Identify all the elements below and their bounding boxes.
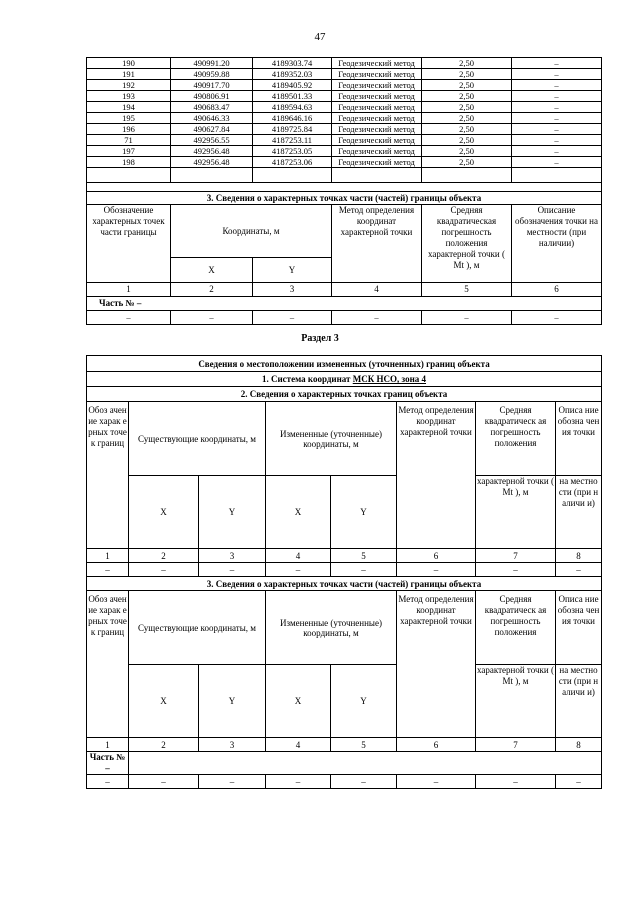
table-cell: 4189501.33 xyxy=(253,91,332,102)
header-y: Y xyxy=(253,258,332,283)
table-cell: 4189303.74 xyxy=(253,58,332,69)
table-cell: 2,50 xyxy=(422,102,512,113)
block-title: Сведения о местоположении измененных (уточненных) границ объекта xyxy=(87,356,602,372)
table-cell: 193 xyxy=(87,91,171,102)
system-row xyxy=(87,372,602,387)
header-y: Y xyxy=(331,665,397,738)
col-number: 2 xyxy=(129,549,199,563)
part-label: Часть № – xyxy=(87,297,602,311)
table-cell: 195 xyxy=(87,113,171,124)
table-cell: 490959.88 xyxy=(171,69,253,80)
table-cell: Геодезический метод xyxy=(332,124,422,135)
header-designation: Обоз ачение харак ерных точек границ xyxy=(87,591,129,738)
dash-cell: – xyxy=(512,311,602,325)
table-cell: 4189352.03 xyxy=(253,69,332,80)
coordinates-continuation-table xyxy=(86,57,602,325)
table-cell: 2,50 xyxy=(422,135,512,146)
table-cell: 490646.33 xyxy=(171,113,253,124)
blank-row xyxy=(87,183,602,192)
header-x: X xyxy=(171,258,253,283)
col-number: 2 xyxy=(129,738,199,752)
dash-cell: – xyxy=(87,311,171,325)
section3-part-row xyxy=(87,297,602,311)
table-cell: 4189405.92 xyxy=(253,80,332,91)
sec3-xy-row xyxy=(87,665,602,738)
table-cell: 4187253.05 xyxy=(253,146,332,157)
table-cell: 2,50 xyxy=(422,80,512,91)
table-cell: 4187253.06 xyxy=(253,157,332,168)
header-accuracy-top: Средняя квадратическ ая погрешность положения xyxy=(476,591,556,665)
section3-number-row xyxy=(87,283,602,297)
col-number: 6 xyxy=(397,549,476,563)
coordinate-system xyxy=(87,372,602,387)
table-cell: 198 xyxy=(87,157,171,168)
table-cell: – xyxy=(512,80,602,91)
header-description-bottom: на местно сти (при наличи и) xyxy=(556,476,602,549)
table-cell: 2,50 xyxy=(422,157,512,168)
table-cell: – xyxy=(512,146,602,157)
dash-cell: – xyxy=(331,775,397,789)
header-method: Метод определения координат характерной точки xyxy=(332,205,422,283)
header-coordinates: Координаты, м xyxy=(171,205,332,258)
header-existing: Существующие координаты, м xyxy=(129,591,266,665)
col-number: 2 xyxy=(171,283,253,297)
part-label: Часть № – xyxy=(87,752,129,775)
table-cell: 194 xyxy=(87,102,171,113)
table-cell: 2,50 xyxy=(422,91,512,102)
sec2-title-row xyxy=(87,387,602,402)
table-cell: Геодезический метод xyxy=(332,157,422,168)
dash-cell: – xyxy=(556,563,602,577)
table-cell: 490683.47 xyxy=(171,102,253,113)
header-accuracy-bottom: характерной точки ( Mt ), м xyxy=(476,665,556,738)
col-number: 7 xyxy=(476,549,556,563)
table-row xyxy=(87,157,602,168)
sec2-dash-row xyxy=(87,563,602,577)
col-number: 6 xyxy=(512,283,602,297)
header-existing: Существующие координаты, м xyxy=(129,402,266,476)
dash-cell: – xyxy=(397,775,476,789)
col-number: 8 xyxy=(556,549,602,563)
dash-cell: – xyxy=(129,775,199,789)
blank-row xyxy=(87,168,602,183)
header-y: Y xyxy=(199,476,266,549)
dash-cell: – xyxy=(266,775,331,789)
table-cell: 490627.84 xyxy=(171,124,253,135)
table-cell: – xyxy=(512,102,602,113)
table-row xyxy=(87,102,602,113)
table-row xyxy=(87,80,602,91)
dash-cell: – xyxy=(87,563,129,577)
col-number: 5 xyxy=(331,738,397,752)
section3-header-row xyxy=(87,205,602,258)
header-y: Y xyxy=(331,476,397,549)
dash-cell: – xyxy=(476,775,556,789)
header-accuracy: Средняя квадратическая погрешность положения характерной точки ( Mt ), м xyxy=(422,205,512,283)
table-cell: 4189594.63 xyxy=(253,102,332,113)
header-method: Метод определения координат характерной точки xyxy=(397,402,476,549)
table-cell: Геодезический метод xyxy=(332,91,422,102)
table-row xyxy=(87,135,602,146)
dash-cell: – xyxy=(397,563,476,577)
dash-cell: – xyxy=(171,311,253,325)
header-x: X xyxy=(266,476,331,549)
table-cell: Геодезический метод xyxy=(332,69,422,80)
dash-cell: – xyxy=(331,563,397,577)
header-description-top: Описа ние обозна чения точки xyxy=(556,402,602,476)
header-accuracy-bottom: характерной точки ( Mt ), м xyxy=(476,476,556,549)
table-cell: Геодезический метод xyxy=(332,135,422,146)
sec3-title-row xyxy=(87,577,602,591)
table-cell: – xyxy=(512,157,602,168)
sec3-dash-row xyxy=(87,775,602,789)
table-cell: 490806.91 xyxy=(171,91,253,102)
table-cell: 4189725.84 xyxy=(253,124,332,135)
col-number: 4 xyxy=(266,549,331,563)
col-number: 1 xyxy=(87,283,171,297)
header-method: Метод определения координат характерной точки xyxy=(397,591,476,738)
table-cell: Геодезический метод xyxy=(332,146,422,157)
col-number: 6 xyxy=(397,738,476,752)
sec3-part-row xyxy=(87,752,602,775)
block-title-row xyxy=(87,356,602,372)
table-cell: 192 xyxy=(87,80,171,91)
col-number: 5 xyxy=(331,549,397,563)
sec3-number-row xyxy=(87,738,602,752)
table-cell: 196 xyxy=(87,124,171,135)
dash-cell: – xyxy=(556,775,602,789)
table-row xyxy=(87,113,602,124)
table-cell: 4187253.11 xyxy=(253,135,332,146)
col-number: 8 xyxy=(556,738,602,752)
header-designation: Обоз ачение харак ерных точек границ xyxy=(87,402,129,549)
header-description: Описание обозначения точки на местности (при наличии) xyxy=(512,205,602,283)
dash-cell: – xyxy=(129,563,199,577)
table-cell: 2,50 xyxy=(422,146,512,157)
table-cell: Геодезический метод xyxy=(332,113,422,124)
header-description-top: Описа ние обозна чения точки xyxy=(556,591,602,665)
sec2-header-row xyxy=(87,402,602,476)
table-cell: – xyxy=(512,69,602,80)
dash-cell: – xyxy=(476,563,556,577)
col-number: 3 xyxy=(199,738,266,752)
table-cell: – xyxy=(512,124,602,135)
table-cell: 71 xyxy=(87,135,171,146)
col-number: 4 xyxy=(266,738,331,752)
header-y: Y xyxy=(199,665,266,738)
header-x: X xyxy=(129,665,199,738)
col-number: 1 xyxy=(87,549,129,563)
header-designation: Обозначение характерных точек части границы xyxy=(87,205,171,283)
table-cell: 2,50 xyxy=(422,69,512,80)
table-cell: 492956.55 xyxy=(171,135,253,146)
table-row xyxy=(87,58,602,69)
section3-title: 3. Сведения о характерных точках части (частей) границы объекта xyxy=(87,192,602,205)
table-cell: 190 xyxy=(87,58,171,69)
sec2-xy-row xyxy=(87,476,602,549)
section-heading: Раздел 3 xyxy=(301,333,339,344)
section3-title-row xyxy=(87,192,602,205)
header-accuracy-top: Средняя квадратическ ая погрешность положения xyxy=(476,402,556,476)
table-cell: – xyxy=(512,91,602,102)
header-x: X xyxy=(129,476,199,549)
sec3-header-row xyxy=(87,591,602,665)
coordinate-system-prefix: 1. Система координат xyxy=(262,374,353,384)
header-description-bottom: на местно сти (при наличи и) xyxy=(556,665,602,738)
sec3-title: 3. Сведения о характерных точках части (частей) границы объекта xyxy=(87,577,602,591)
table-cell: Геодезический метод xyxy=(332,58,422,69)
table-cell: – xyxy=(512,58,602,69)
table-cell: 492956.48 xyxy=(171,157,253,168)
page-number: 47 xyxy=(314,31,326,43)
table-cell: 2,50 xyxy=(422,58,512,69)
dash-cell: – xyxy=(199,775,266,789)
table-row xyxy=(87,124,602,135)
table-cell: 2,50 xyxy=(422,113,512,124)
dash-cell: – xyxy=(422,311,512,325)
sec2-number-row xyxy=(87,549,602,563)
table-cell: 197 xyxy=(87,146,171,157)
table-row xyxy=(87,91,602,102)
table-cell: 492956.48 xyxy=(171,146,253,157)
section3-dash-row xyxy=(87,311,602,325)
col-number: 1 xyxy=(87,738,129,752)
table-row xyxy=(87,69,602,80)
col-number: 5 xyxy=(422,283,512,297)
header-changed: Измененные (уточненные) координаты, м xyxy=(266,402,397,476)
dash-cell: – xyxy=(253,311,332,325)
sec2-title: 2. Сведения о характерных точках границ объекта xyxy=(87,387,602,402)
table-cell: 490991.20 xyxy=(171,58,253,69)
table-cell: Геодезический метод xyxy=(332,80,422,91)
table-row xyxy=(87,146,602,157)
changed-boundaries-table xyxy=(86,355,602,789)
table-cell: – xyxy=(512,135,602,146)
col-number: 3 xyxy=(199,549,266,563)
table-cell: 191 xyxy=(87,69,171,80)
table-cell: 4189646.16 xyxy=(253,113,332,124)
header-x: X xyxy=(266,665,331,738)
col-number: 3 xyxy=(253,283,332,297)
col-number: 7 xyxy=(476,738,556,752)
table-cell: Геодезический метод xyxy=(332,102,422,113)
dash-cell: – xyxy=(199,563,266,577)
coordinate-system-name: МСК НСО, зона 4 xyxy=(352,374,427,384)
dash-cell: – xyxy=(266,563,331,577)
col-number: 4 xyxy=(332,283,422,297)
table-cell: – xyxy=(512,113,602,124)
header-changed: Измененные (уточненные) координаты, м xyxy=(266,591,397,665)
dash-cell: – xyxy=(332,311,422,325)
table-cell: 490917.70 xyxy=(171,80,253,91)
table-cell: 2,50 xyxy=(422,124,512,135)
dash-cell: – xyxy=(87,775,129,789)
